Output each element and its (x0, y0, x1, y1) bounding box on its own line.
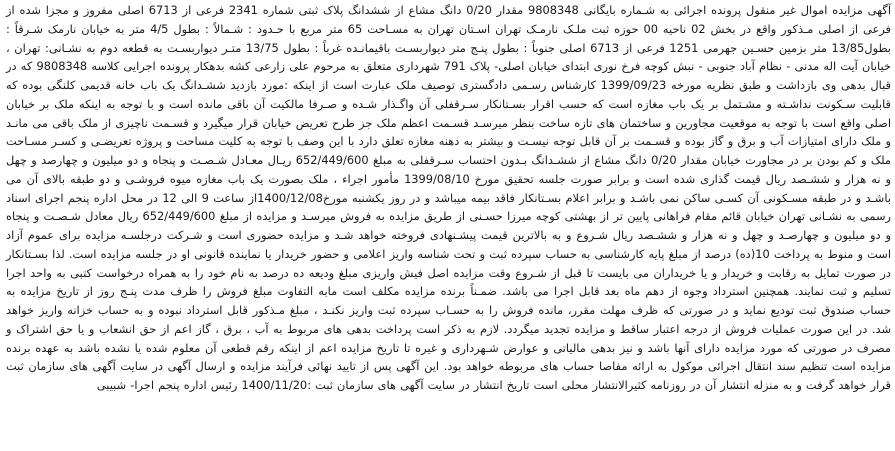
notice-body-text: آگهی مزایده اموال غیر منقول پرونده اجرائی به شـماره بایگانی 9808348 مقدار 0/20 دانگ مشاع از ششدانگ پلاک ثبتی شماره 2341 فرعی از 6713 اصلی مفروز و مجزا شده از فرعی از اصلی مـذکور واقع در بخش 02 ناحیه 00 حوزه ثبت ملـک نارمـک تهران اسـتان تهران به مسـاحت 65 متر مربع با حـدود : شـمالاً : بطول 4/5 متر به خیابان نارمک شـرقاً : بطول13/85 متر بزمین حسـین جهرمی 1251 فرعی از 6713 اصلی جنوباً : بطول پنـج متر دیواربسـت باقیمانـده غرباً : بطول 13/75 متـر دیواربسـت به قطعه دوم به نشـانی: تهران ، خیابان آیت اله مدنی - نظام آباد جنوبی - نبش کوچه فرخ نوری ابتدای خیابان اصلی- پلاک 791 شهرداری متعلق به مرحوم علی زارعی کشه بدهکار پرونده اجرایی کلاسه 9808348 که در قبال بدهی وی بازداشت و طبق نظریه مورخه 1399/09/23 کارشناس رسـمی دادگستری توصیف ملک عبارت است از اینکه :مورد بازدید ششـدانگ یک باب خانه قدیمی کلنگی بوده که قابلیت سـکونت نداشـته و مشـتمل بر یک باب مغازه است که حسب اقرار بسـتانکار سـرقفلی آن واگـذار شـده و صـرفا مالکیت آن باقی مانده است و با توجه به اینکه ملک بر خیابان اصلی واقع است با توجه به موقعیت مجاورین و ساختمان های تازه ساخت بنظر میرسـد قسـمت اعظم ملک جز طرح تعریض خیابان قرار میگیرد و قسـمت ناچیزی از ملک باقی می مانـد و ملک دارای امتیازات آب و برق و گاز بوده و قسـمت بر آن قابل توجه نیسـت و بیشتر به دهنه مغازه تعلق دارد با این وصف با توجه به کلیت مساحت و پروژه تعریضـی و کسـر مسـاحت ملک و کم بودن بر در مجاورت خیابان مقدار 0/20 دانگ مشاع از ششـدانگ بـدون احتساب سـرقفلی به مبلغ 652/449/600 ریـال معـادل شـصـت و پنجاه و دو میلیون و چهارصد و چهل و نه هزار و ششـصد ریال قیمت گذاری شده است و برابر صورت جلسه تحقیق مورخ 1399/08/10 مأمور اجراء ، ملک بصورت یک باب مغازه میوه فروشـی و دو طبقه بالای آن می باشـد و در طبقه مسـکونی آن کسـی ساکن نمی باشـد و برابر اعلام بسـتانکار فاقد بیمه میباشد و در روز یکشنبه مورخ1400/12/08از ساعت 9 الی 12 در محل اداره پنجم اجرای اسناد رسمی به نشـانی تهران خیابان قائم مقام فراهانی پایین تر از بهشتی کوچه میرزا حسـنی از طریق مزایده به فروش میرسـد و مزایده از مبلغ 652/449/600 ریال معادل شـصـت و پنجاه و دو میلیون و چهارصـد و چهل و نه هزار و ششـصد ریال شـروع و به بالاترین قیمت پیشـنهادی فروخته خواهد شـد و مزایده حضوری است و شـرکت درجلسـه مزایده برای عموم آزاد است و منوط به پرداخت 10(ده) درصد از مبلغ پایه کارشناسی به حساب سپرده ثبت و تحت شناسه واریز اعلامی و حضور خریدار یا نماینده قانونی او در جلسه مزایده است. لذا بسـتانکار در صورت تمایل به رقابت و خریدار و یا خریداران می بایست تا قبل از شـروع وقت مزایده اصل فیش واریزی مبلغ ودیعه ده درصد به نام خود را به همراه درخواست کتبی به واحد اجرا تسلیم و ثبت نمایند. همچنین استرداد وجوه از دهم ماه بعد قابل اجرا می باشد. ضمـناً برنده مزایده مکلف است مابه التفاوت مبلغ فروش را ظرف مدت پنـج روز از تاریخ مزایده به حساب صندوق ثبت تودیع نماید و در صورتی که ظرف مهلت مقرر، مانده فروش را به حسـاب سپرده ثبت واریز نکنـد ، مبلغ مـذکور قابل استرداد نبوده و به حساب خزانه واریز خواهد شد. در این صورت عملیات فروش از درجه اعتبار ساقط و مزایده تجدید میگردد. لازم به ذکر است پرداخت بدهی های مربوط به آب ، برق ، گاز اعم از حق انشعاب و یا حق اشتراک و مصرف در صورتی که مورد مزایده دارای آنها باشد و نیز بدهی مالیاتی و عوارض شـهرداری و غیره تا تاریخ مزایده اعم از اینکه رقم قطعی آن معلوم شده یا نشده باشد به عهده برنده مزایده است تنظیم سند انتقال اجرائی موکول به ارائه مفاصا حساب های مربوطه خواهد بود. این آگهی پس از تایید نهائی فرآیند مزایده و ارسال آگهی در سایت آگهی های سازمان ثبت قرار خواهد گرفت و به منزله انتشار آن در روزنامه کثیرالانتشار محلی است تاریخ انتشار در سایت آگهی های سازمان ثبت :1400/11/20 رئیس اداره پنجم اجرا- شبیبی (6, 3, 892, 392)
